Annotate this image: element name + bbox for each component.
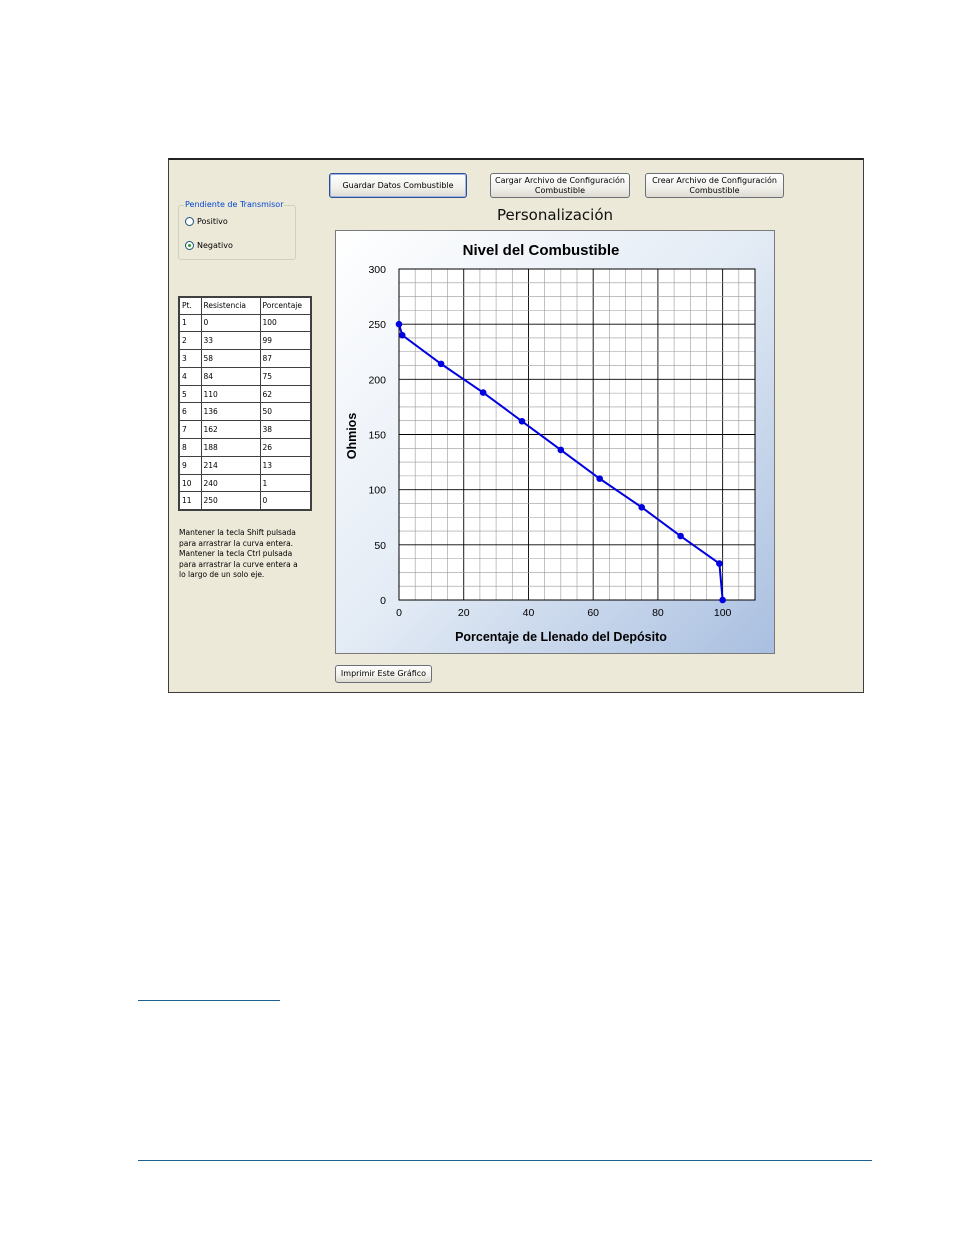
radio-negativo[interactable]: [185, 241, 233, 250]
data-point: [396, 321, 403, 328]
drag-hint-text: Mantener la tecla Shift pulsada para arrastrar la curva entera. Mantener la tecla Ctrl pulsada para arrastrar la curve entera a lo largo de un solo eje.: [179, 528, 298, 579]
cell-pt[interactable]: 3: [179, 350, 201, 368]
radio-positivo[interactable]: [185, 217, 228, 226]
cell-resistencia[interactable]: 136: [201, 403, 260, 421]
cell-pt[interactable]: 8: [179, 439, 201, 457]
data-point: [596, 475, 603, 482]
cell-pt[interactable]: 10: [179, 474, 201, 492]
cell-porcentaje[interactable]: 0: [260, 492, 311, 510]
x-tick-label: 60: [587, 607, 600, 619]
points-table: [178, 296, 312, 511]
cell-porcentaje[interactable]: 62: [260, 385, 311, 403]
cell-resistencia[interactable]: 84: [201, 367, 260, 385]
cell-resistencia[interactable]: 0: [201, 314, 260, 332]
cell-pt[interactable]: 6: [179, 403, 201, 421]
cell-resistencia[interactable]: 110: [201, 385, 260, 403]
table-row[interactable]: [179, 367, 311, 385]
fuel-config-window: [168, 158, 864, 693]
column-header-pt: Pt.: [179, 297, 201, 314]
table-row[interactable]: [179, 456, 311, 474]
y-tick-label: 100: [368, 484, 386, 497]
create-config-file-button[interactable]: Crear Archivo de Configuración Combustible: [645, 173, 784, 198]
cell-pt[interactable]: 4: [179, 367, 201, 385]
print-chart-button[interactable]: Imprimir Este Gráfico: [335, 665, 432, 683]
y-tick-label: 150: [368, 429, 386, 442]
table-header-row: [179, 297, 311, 314]
cell-resistencia[interactable]: 33: [201, 332, 260, 350]
radio-label: Positivo: [197, 217, 228, 226]
cell-porcentaje[interactable]: 50: [260, 403, 311, 421]
cell-resistencia[interactable]: 250: [201, 492, 260, 510]
column-header-porcentaje: Porcentaje: [260, 297, 311, 314]
table-row[interactable]: [179, 492, 311, 510]
column-header-resistencia: Resistencia: [201, 297, 260, 314]
cell-pt[interactable]: 2: [179, 332, 201, 350]
cell-resistencia[interactable]: 240: [201, 474, 260, 492]
data-point: [480, 389, 487, 396]
cell-resistencia[interactable]: 188: [201, 439, 260, 457]
data-point: [638, 504, 645, 511]
y-axis-label: Ohmios: [345, 412, 359, 460]
cell-pt[interactable]: 9: [179, 456, 201, 474]
x-tick-label: 100: [713, 607, 732, 619]
cell-porcentaje[interactable]: 1: [260, 474, 311, 492]
data-point: [677, 533, 684, 540]
cell-porcentaje[interactable]: 38: [260, 421, 311, 439]
data-point: [558, 447, 565, 454]
y-tick-label: 0: [380, 595, 386, 607]
chart-panel: [335, 230, 775, 654]
cell-resistencia[interactable]: 162: [201, 421, 260, 439]
x-tick-label: 80: [652, 607, 664, 619]
table-row[interactable]: [179, 332, 311, 350]
cell-pt[interactable]: 1: [179, 314, 201, 332]
data-point: [399, 332, 406, 339]
radio-circle-icon: [185, 241, 194, 250]
cell-pt[interactable]: 7: [179, 421, 201, 439]
x-axis-label: Porcentaje de Llenado del Depósito: [455, 630, 667, 644]
table-row[interactable]: [179, 474, 311, 492]
data-point: [519, 418, 526, 425]
table-row[interactable]: [179, 421, 311, 439]
y-tick-label: 250: [368, 319, 386, 332]
cell-porcentaje[interactable]: 99: [260, 332, 311, 350]
x-tick-label: 0: [396, 607, 402, 619]
y-tick-label: 300: [368, 264, 386, 276]
table-row[interactable]: [179, 403, 311, 421]
table-row[interactable]: [179, 385, 311, 403]
save-fuel-data-button[interactable]: Guardar Datos Combustible: [329, 173, 467, 198]
radio-circle-icon: [185, 217, 194, 226]
cell-porcentaje[interactable]: 75: [260, 367, 311, 385]
y-tick-label: 200: [368, 374, 386, 387]
radio-label: Negativo: [197, 241, 233, 250]
footer-link-underline[interactable]: [138, 1000, 280, 1001]
x-tick-label: 20: [457, 607, 470, 619]
cell-porcentaje[interactable]: 26: [260, 439, 311, 457]
transmitter-slope-group: [178, 200, 296, 260]
data-point: [719, 597, 726, 604]
chart-title: Nivel del Combustible: [462, 242, 620, 259]
cell-resistencia[interactable]: 58: [201, 350, 260, 368]
y-tick-label: 50: [374, 539, 386, 552]
cell-pt[interactable]: 5: [179, 385, 201, 403]
cell-porcentaje[interactable]: 100: [260, 314, 311, 332]
table-row[interactable]: [179, 314, 311, 332]
table-row[interactable]: [179, 350, 311, 368]
table-row[interactable]: [179, 439, 311, 457]
x-tick-label: 40: [522, 607, 535, 619]
footer-rule: [138, 1160, 872, 1161]
transmitter-slope-legend: Pendiente de Transmisor: [185, 200, 284, 209]
load-config-file-button[interactable]: Cargar Archivo de Configuración Combustible: [490, 173, 630, 198]
fuel-level-chart[interactable]: [336, 231, 774, 653]
cell-porcentaje[interactable]: 87: [260, 350, 311, 368]
cell-resistencia[interactable]: 214: [201, 456, 260, 474]
cell-pt[interactable]: 11: [179, 492, 201, 510]
cell-porcentaje[interactable]: 13: [260, 456, 311, 474]
data-point: [716, 560, 723, 567]
page-title: Personalización: [496, 206, 614, 224]
data-point: [438, 361, 445, 368]
